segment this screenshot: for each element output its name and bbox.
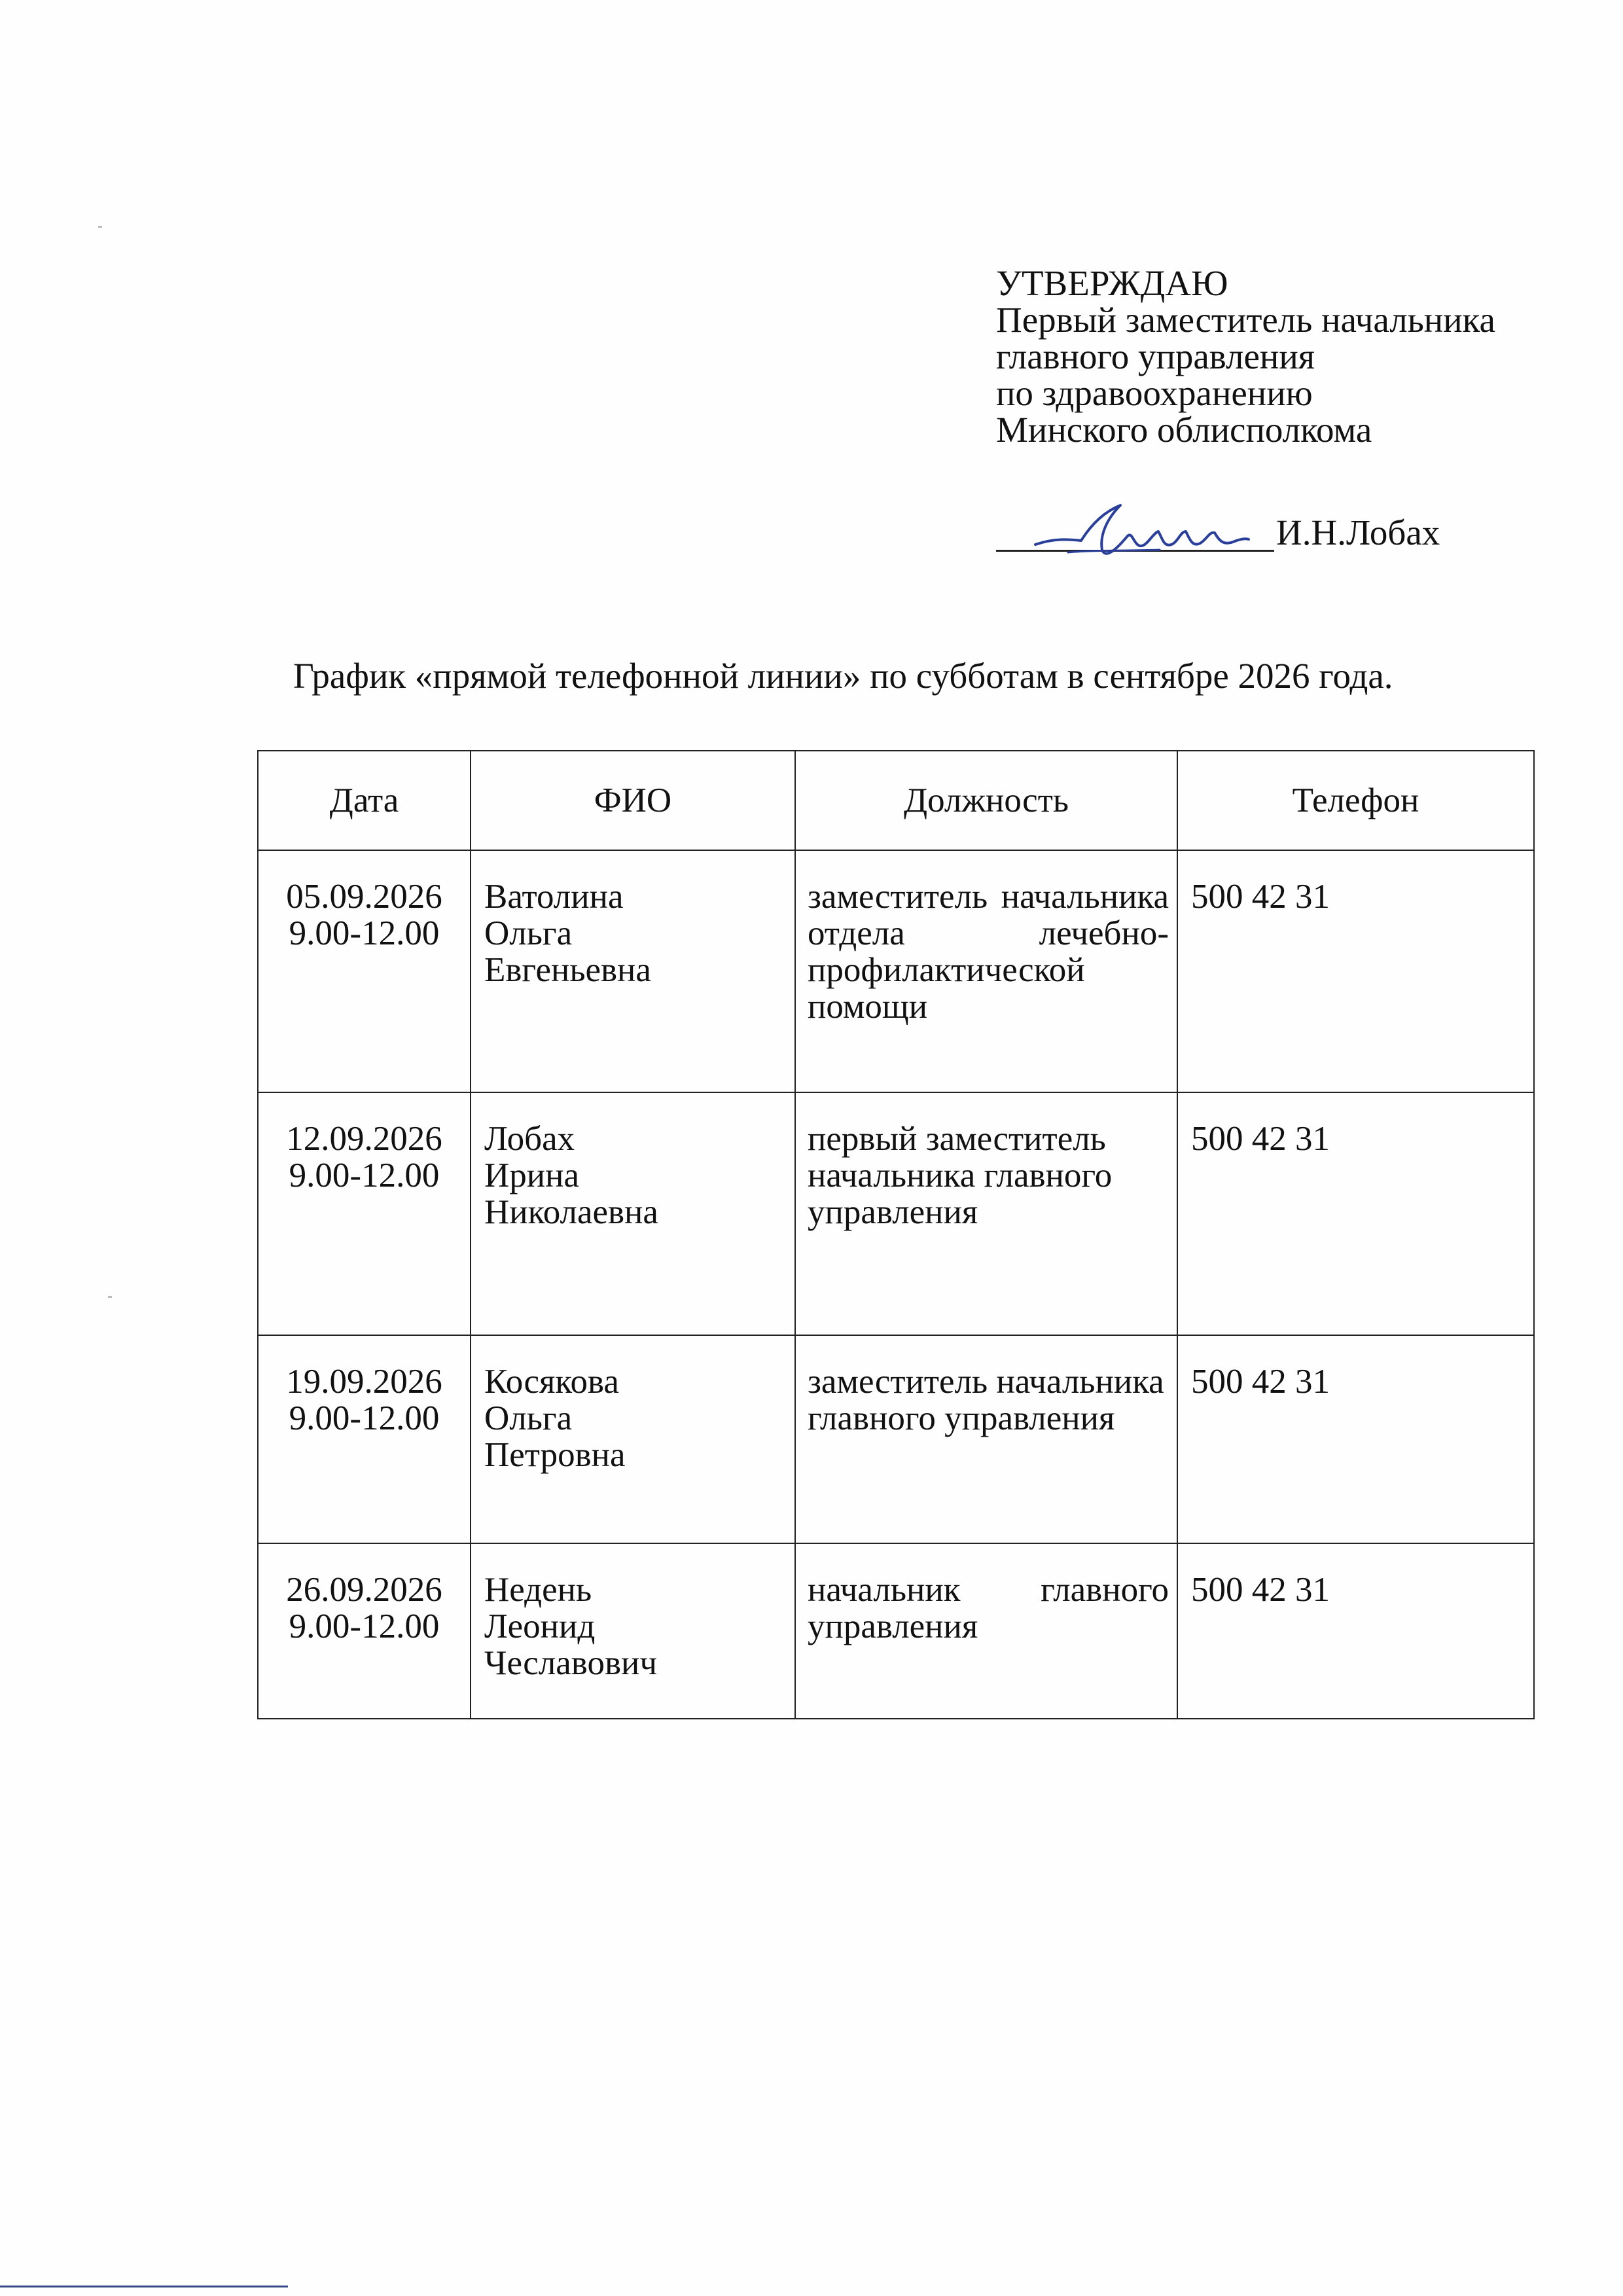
phone-cell: 500 42 31: [1177, 1543, 1534, 1719]
approval-line: главного управления: [996, 336, 1315, 376]
date-value: 12.09.2026: [286, 1120, 442, 1158]
column-header-name: ФИО: [471, 751, 795, 850]
date-value: 05.09.2026: [286, 878, 442, 916]
scan-speck: [98, 226, 102, 228]
time-value: 9.00-12.00: [289, 914, 440, 952]
surname: Косякова: [484, 1363, 619, 1401]
table-row: [258, 1543, 1534, 1719]
time-value: 9.00-12.00: [289, 1157, 440, 1194]
surname: Недень: [484, 1571, 592, 1609]
approval-line: Минского облисполкома: [996, 410, 1372, 450]
table-row: [258, 1092, 1534, 1335]
column-header-date: Дата: [258, 751, 471, 850]
signature-row: [996, 511, 1533, 563]
table-row: [258, 1335, 1534, 1543]
date-value: 19.09.2026: [286, 1363, 442, 1401]
phone-cell: 500 42 31: [1177, 850, 1534, 1092]
surname: Ватолина: [484, 878, 624, 916]
scan-edge-line: [0, 2286, 288, 2287]
phone-cell: 500 42 31: [1177, 1092, 1534, 1335]
patronymic: Чеславович: [484, 1644, 657, 1682]
table-header-row: [258, 751, 1534, 850]
approval-line: Первый заместитель начальника: [996, 300, 1495, 340]
patronymic: Николаевна: [484, 1193, 658, 1231]
column-header-phone: Телефон: [1177, 751, 1534, 850]
document-title: График «прямой телефонной линии» по субботам в сентябре 2026 года.: [293, 656, 1393, 696]
approval-block: [996, 265, 1585, 448]
table-row: [258, 850, 1534, 1092]
date-cell: [258, 850, 471, 1092]
scan-speck: [108, 1296, 112, 1298]
handwritten-signature: [1029, 499, 1251, 571]
name-cell: [471, 1335, 795, 1543]
patronymic: Петровна: [484, 1436, 626, 1474]
date-cell: [258, 1335, 471, 1543]
date-cell: [258, 1092, 471, 1335]
time-value: 9.00-12.00: [289, 1607, 440, 1645]
date-cell: [258, 1543, 471, 1719]
name-cell: [471, 850, 795, 1092]
signatory-name: И.Н.Лобах: [1276, 512, 1440, 552]
surname: Лобах: [484, 1120, 575, 1158]
patronymic: Евгеньевна: [484, 951, 651, 989]
approval-heading: УТВЕРЖДАЮ: [996, 263, 1228, 303]
date-value: 26.09.2026: [286, 1571, 442, 1609]
position-cell: заместитель начальника главного управления: [795, 1335, 1177, 1543]
name-cell: [471, 1543, 795, 1719]
schedule-table: [257, 750, 1535, 1719]
column-header-position: Должность: [795, 751, 1177, 850]
position-cell: заместитель начальника отдела лечебно-профилактической помощи: [795, 850, 1177, 1092]
name-cell: [471, 1092, 795, 1335]
first-name: Ольга: [484, 1399, 573, 1437]
phone-cell: 500 42 31: [1177, 1335, 1534, 1543]
first-name: Ольга: [484, 914, 573, 952]
position-cell: первый заместитель начальника главного управления: [795, 1092, 1177, 1335]
time-value: 9.00-12.00: [289, 1399, 440, 1437]
first-name: Ирина: [484, 1157, 580, 1194]
first-name: Леонид: [484, 1607, 596, 1645]
position-cell: начальник главного управления: [795, 1543, 1177, 1719]
approval-line: по здравоохранению: [996, 373, 1313, 413]
